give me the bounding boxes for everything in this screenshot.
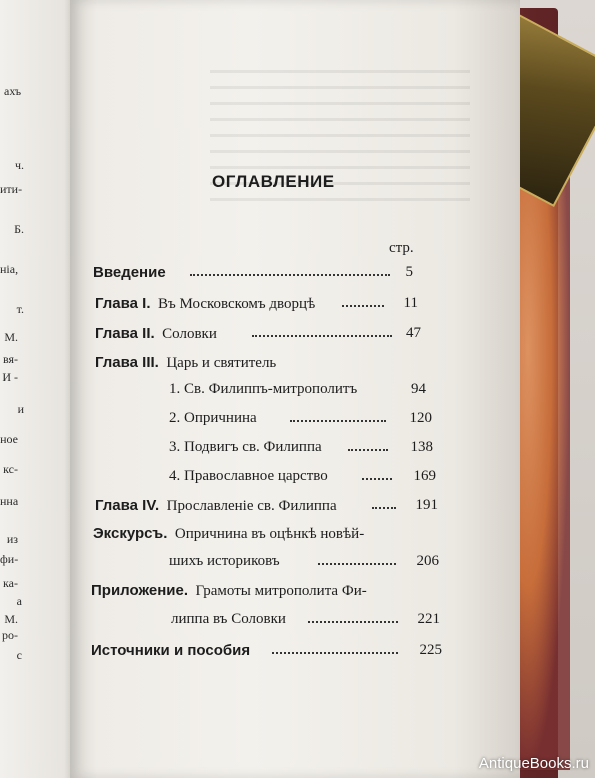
left-fragment: нна xyxy=(0,494,19,508)
toc-entry xyxy=(0,611,595,631)
left-fragment: т. xyxy=(16,302,24,316)
toc-entry-title: 1. Св. Филиппъ-митрополитъ xyxy=(169,381,358,397)
leader-dots xyxy=(290,410,386,422)
page-number: 206 xyxy=(416,553,439,569)
leader-dots xyxy=(372,497,396,509)
toc-entry xyxy=(0,410,595,430)
entry-title: Въ Московскомъ дворцѣ xyxy=(158,296,316,312)
page-number: 169 xyxy=(413,468,436,484)
toc-entry xyxy=(0,325,595,345)
toc-heading: ОГЛАВЛЕНИЕ xyxy=(212,172,335,191)
entry-label: Введение xyxy=(93,264,166,281)
left-fragment: фи- xyxy=(0,552,19,566)
page-number: 221 xyxy=(417,611,440,627)
page-number: 138 xyxy=(410,439,433,455)
left-fragment: М. xyxy=(4,612,18,626)
toc-entry-label xyxy=(93,264,166,282)
toc-entry-title: 2. Опричнина xyxy=(169,410,257,426)
left-fragment: вя- xyxy=(2,352,18,366)
left-fragment: с xyxy=(16,648,22,662)
page-number: 11 xyxy=(403,295,418,311)
left-fragment: И - xyxy=(2,370,18,384)
toc-entry-title: шихъ историковъ xyxy=(169,553,280,569)
entry-title: Опричнина въ оцѣнкѣ новѣй- xyxy=(174,526,365,542)
toc-entry-label xyxy=(91,642,250,660)
left-fragment: ити- xyxy=(0,182,23,196)
toc-entry-title: 4. Православное царство xyxy=(169,468,328,484)
toc-entry xyxy=(0,439,595,459)
toc-entry-title: 3. Подвигъ св. Филиппа xyxy=(169,439,322,455)
leader-dots xyxy=(308,611,398,623)
toc-entry xyxy=(0,642,595,662)
toc-entry-label xyxy=(95,325,217,343)
leader-dots xyxy=(348,439,388,451)
entry-title: Соловки xyxy=(162,326,217,342)
page-number: 94 xyxy=(411,381,426,397)
entry-label: Глава IV. xyxy=(95,497,160,514)
toc-entry-label xyxy=(95,497,337,515)
left-fragment: ахъ xyxy=(4,84,22,98)
toc-entry xyxy=(0,381,595,401)
left-fragment: ч. xyxy=(14,158,24,172)
page-number: 120 xyxy=(409,410,432,426)
toc-entry xyxy=(0,553,595,573)
left-fragment: и xyxy=(17,402,24,416)
left-fragment: ро- xyxy=(2,628,18,642)
toc-entry xyxy=(0,354,595,374)
toc-entry xyxy=(0,295,595,315)
left-fragment: ка- xyxy=(3,576,18,590)
entry-label: Приложение. xyxy=(91,582,189,599)
left-fragment: а xyxy=(16,594,22,608)
page-number: 47 xyxy=(406,325,421,341)
left-fragment: кс- xyxy=(3,462,18,476)
leader-dots xyxy=(252,325,392,337)
watermark: AntiqueBooks.ru xyxy=(478,755,589,772)
entry-label: Глава I. xyxy=(95,295,151,312)
leader-dots xyxy=(362,468,392,480)
page-number: 225 xyxy=(419,642,442,658)
toc-entry-label xyxy=(91,582,367,600)
entry-label: Глава III. xyxy=(95,354,159,371)
page-number: 5 xyxy=(405,264,413,280)
entry-title: Прославленіе св. Филиппа xyxy=(166,498,337,514)
toc-entry xyxy=(0,525,595,545)
toc-entry-label xyxy=(95,354,276,372)
toc-entry-label xyxy=(95,295,315,313)
toc-entry-label xyxy=(93,525,364,543)
left-fragment: М. xyxy=(4,330,18,344)
entry-label: Экскурсъ. xyxy=(93,525,168,542)
entry-label: Источники и пособия xyxy=(91,642,251,659)
page-number: 191 xyxy=(415,497,438,513)
page-column-label: стр. xyxy=(389,240,414,256)
left-fragment: ное xyxy=(0,432,18,446)
entry-label: Глава II. xyxy=(95,325,155,342)
left-fragment: из xyxy=(6,532,18,546)
leader-dots xyxy=(318,553,396,565)
toc-entry xyxy=(0,264,595,284)
toc-entry-title: липпа въ Соловки xyxy=(171,611,286,627)
toc-entry xyxy=(0,582,595,602)
toc-entry xyxy=(0,497,595,517)
toc-entry xyxy=(0,468,595,488)
leader-dots xyxy=(272,642,398,654)
left-fragment: ніа, xyxy=(0,262,19,276)
left-fragment: Б. xyxy=(14,222,24,236)
entry-title: Грамоты митрополита Фи- xyxy=(195,583,367,599)
entry-title: Царь и святитель xyxy=(166,355,277,371)
leader-dots xyxy=(190,264,390,276)
